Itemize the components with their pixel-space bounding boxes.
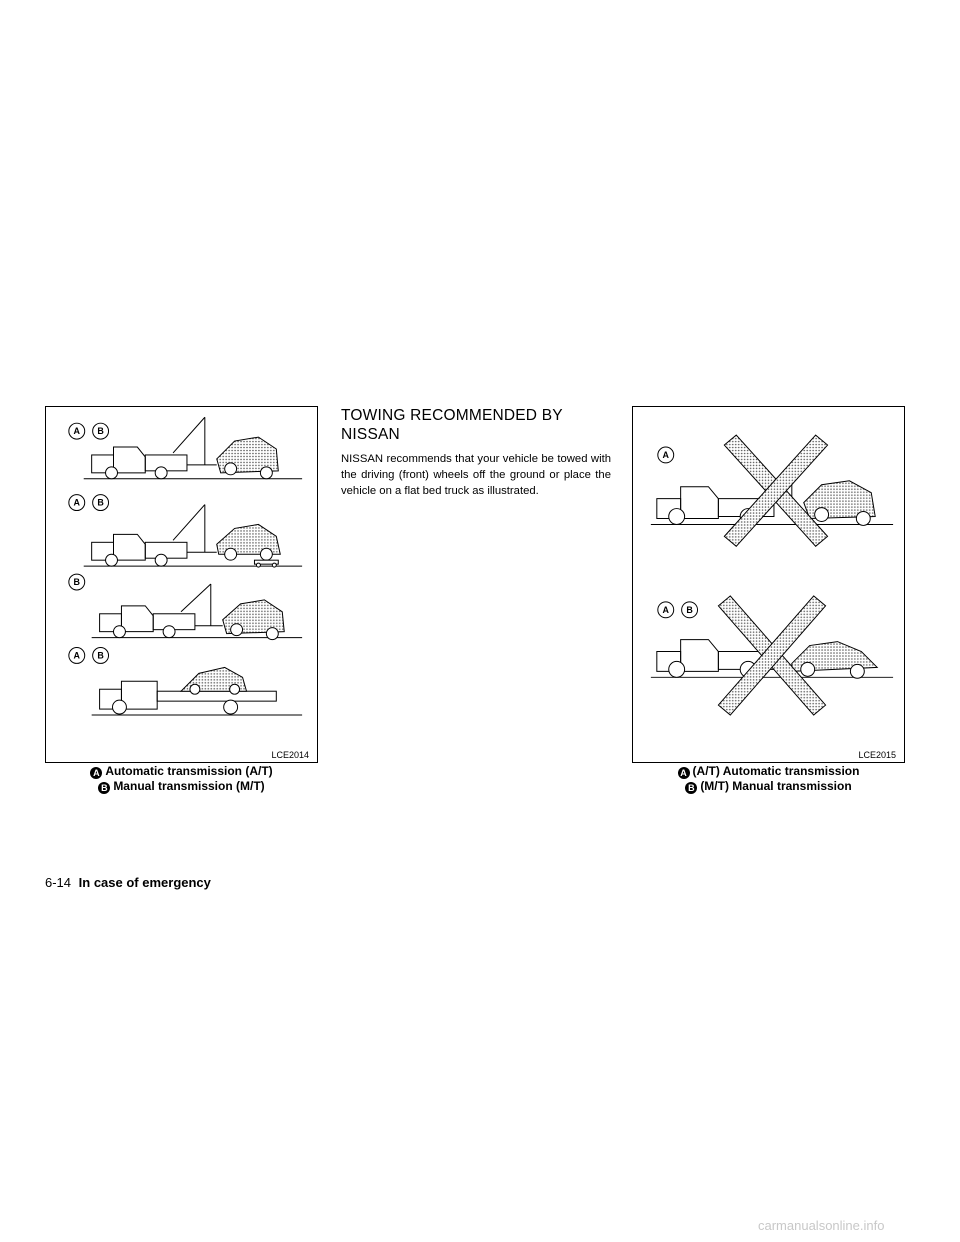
figure-caption-left [45, 764, 318, 794]
section-heading: TOWING RECOMMENDED BY NISSAN [341, 407, 563, 443]
improper-towing-illustrations [633, 407, 904, 762]
svg-text:B: B [97, 650, 104, 661]
label-a-right-row2 [658, 602, 674, 618]
figure-code: LCE2015 [858, 750, 896, 760]
page-number: 6-14 [45, 875, 72, 890]
figure-improper-towing [632, 406, 905, 763]
caption-badge: B [685, 782, 697, 794]
watermark: carmanualsonline.info [758, 1218, 885, 1233]
svg-text:A: A [73, 497, 80, 508]
svg-text:A: A [662, 604, 669, 615]
caption-badge: B [98, 782, 110, 794]
figure-recommended-towing [45, 406, 318, 763]
car-on-flat-bed [181, 667, 247, 694]
svg-text:A: A [662, 449, 669, 460]
section-name: In case of emergency [78, 875, 211, 890]
label-b-row2 [93, 495, 109, 511]
svg-text:A: A [73, 650, 80, 661]
svg-text:A: A [73, 426, 80, 437]
label-a-row2 [69, 495, 85, 511]
caption-line [632, 764, 905, 779]
caption-badge: A [678, 767, 690, 779]
label-a-row4 [69, 648, 85, 664]
svg-text:B: B [73, 576, 80, 587]
caption-line [632, 779, 905, 794]
label-a-right-row1 [658, 447, 674, 463]
figure-code: LCE2014 [271, 750, 309, 760]
label-b-row3 [69, 574, 85, 590]
caption-text: Automatic transmission (A/T) [105, 764, 273, 778]
label-b-right-row2 [682, 602, 698, 618]
car-on-dollies [217, 524, 281, 567]
caption-badge: A [90, 767, 102, 779]
svg-text:B: B [97, 497, 104, 508]
caption-text: Manual transmission (M/T) [113, 779, 265, 793]
car-front-lifted-1 [217, 437, 279, 479]
page-footer [45, 875, 211, 890]
prohibited-x-icon [724, 435, 827, 546]
label-b-row4 [93, 648, 109, 664]
car-towed-rear-right-2 [792, 642, 877, 679]
car-front-lifted-3 [223, 600, 285, 640]
svg-text:B: B [686, 604, 693, 615]
caption-line [45, 779, 318, 794]
caption-line [45, 764, 318, 779]
caption-text: (M/T) Manual transmission [700, 779, 852, 793]
figure-caption-right [632, 764, 905, 794]
label-a-row1 [69, 423, 85, 439]
car-front-lifted-right-1 [804, 481, 875, 526]
caption-text: (A/T) Automatic transmission [692, 764, 860, 778]
towing-illustrations [46, 407, 317, 762]
label-b-row1 [93, 423, 109, 439]
svg-text:B: B [97, 426, 104, 437]
body-paragraph: NISSAN recommends that your vehicle be towed with the driving (front) wheels off the ground or place the vehicle on a flat bed truck as illustrated. [341, 453, 611, 497]
